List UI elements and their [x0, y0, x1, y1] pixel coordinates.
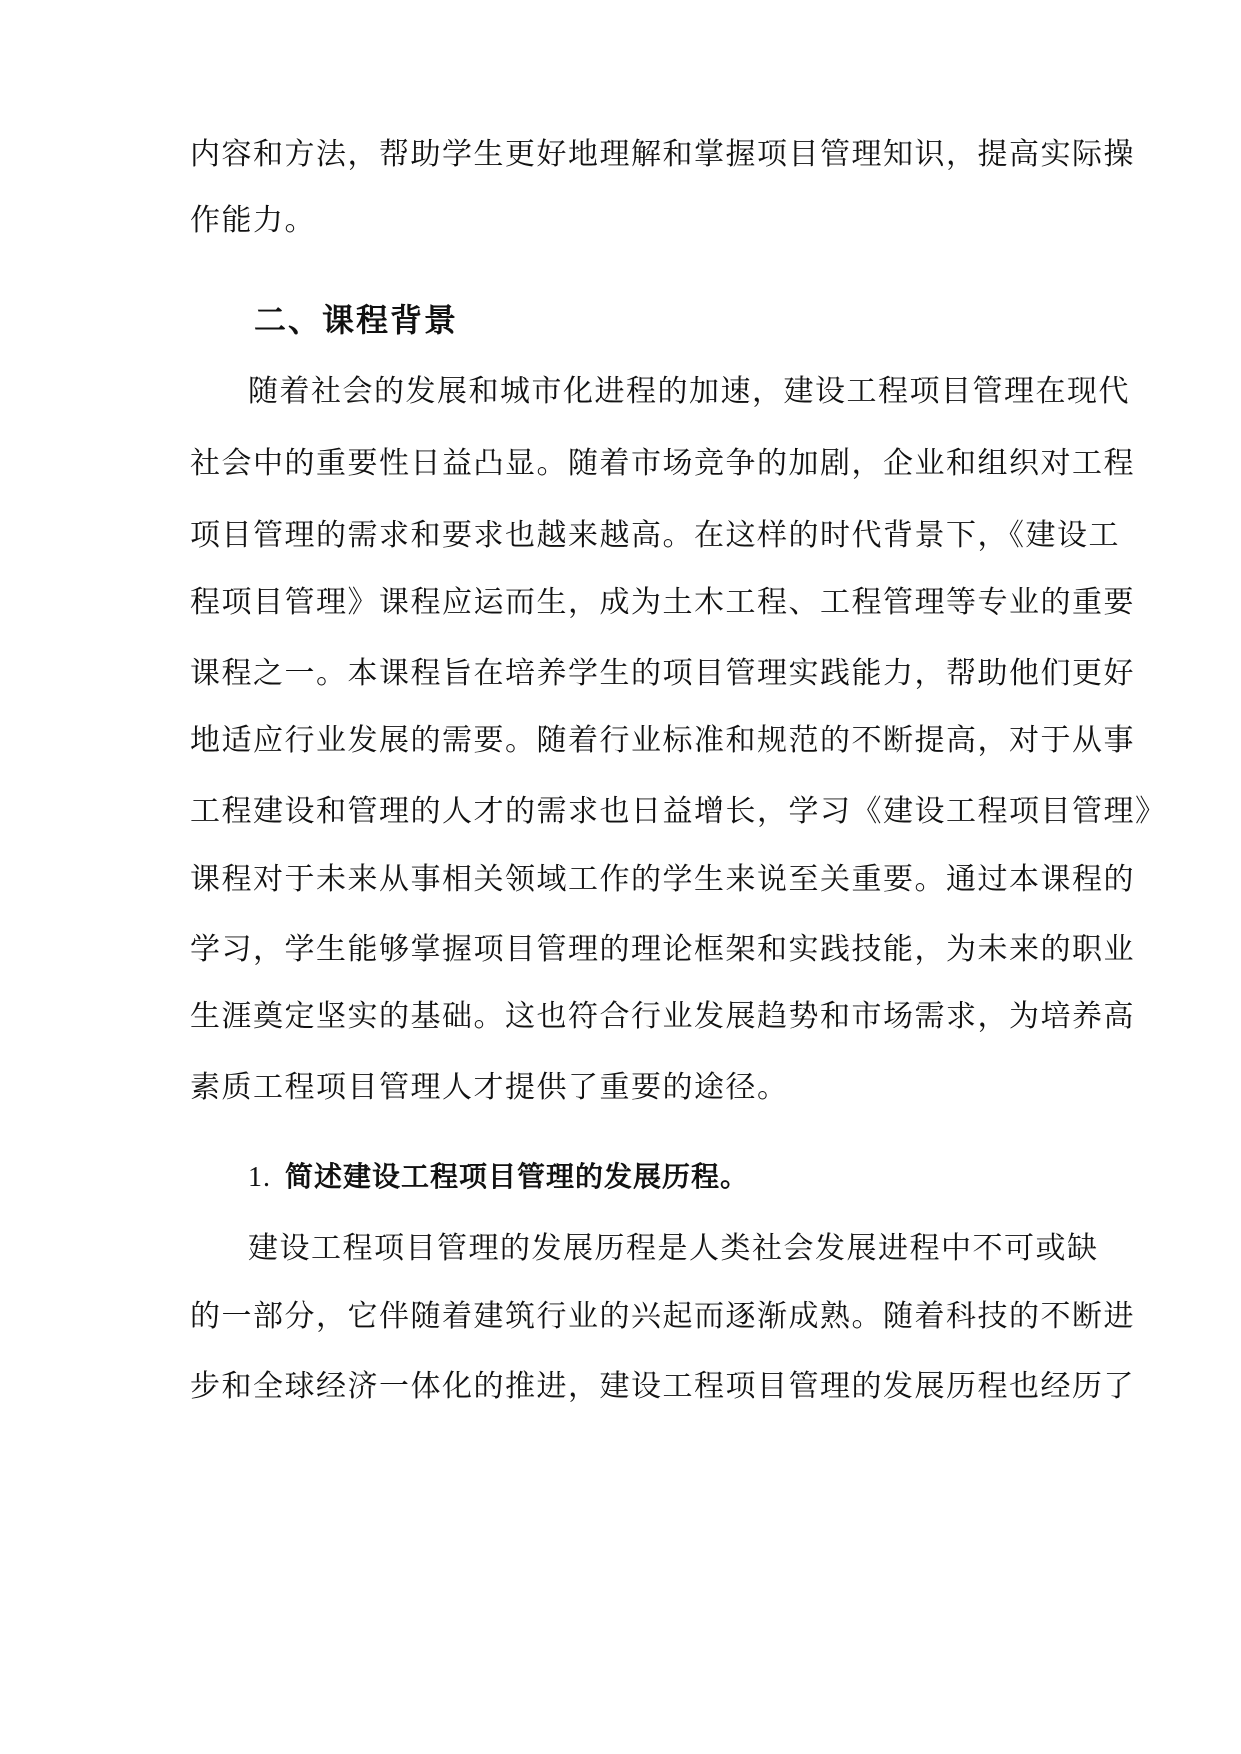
paragraph-line: 内容和方法，帮助学生更好地理解和掌握项目管理知识，提高实际操 [190, 137, 1135, 172]
paragraph-line: 工程建设和管理的人才的需求也日益增长，学习《建设工程项目管理》 [190, 794, 1167, 829]
paragraph-line: 学习，学生能够掌握项目管理的理论框架和实践技能，为未来的职业 [190, 932, 1135, 967]
section-heading: 二、课程背景 [254, 301, 459, 339]
paragraph-line: 项目管理的需求和要求也越来越高。在这样的时代背景下，《建设工 [190, 518, 1120, 553]
paragraph-line: 建设工程项目管理的发展历程是人类社会发展进程中不可或缺 [248, 1231, 1099, 1266]
paragraph-line: 程项目管理》课程应运而生，成为土木工程、工程管理等专业的重要 [190, 585, 1135, 620]
paragraph-line: 素质工程项目管理人才提供了重要的途径。 [190, 1070, 789, 1105]
subsection-heading [248, 1157, 749, 1198]
paragraph-line: 课程之一。本课程旨在培养学生的项目管理实践能力，帮助他们更好 [190, 656, 1135, 691]
paragraph-line: 生涯奠定坚实的基础。这也符合行业发展趋势和市场需求，为培养高 [190, 999, 1135, 1034]
paragraph-line: 作能力。 [190, 203, 316, 238]
paragraph-line: 的一部分，它伴随着建筑行业的兴起而逐渐成熟。随着科技的不断进 [190, 1299, 1135, 1334]
paragraph-line: 社会中的重要性日益凸显。随着市场竞争的加剧，企业和组织对工程 [190, 446, 1135, 481]
subsection-number: 1. [248, 1162, 271, 1193]
subsection-title: 简述建设工程项目管理的发展历程。 [285, 1160, 750, 1193]
paragraph-line: 地适应行业发展的需要。随着行业标准和规范的不断提高，对于从事 [190, 723, 1135, 758]
paragraph-line: 课程对于未来从事相关领域工作的学生来说至关重要。通过本课程的 [190, 862, 1135, 897]
paragraph-line: 随着社会的发展和城市化进程的加速，建设工程项目管理在现代 [248, 374, 1130, 409]
paragraph-line: 步和全球经济一体化的推进，建设工程项目管理的发展历程也经历了 [190, 1369, 1135, 1404]
